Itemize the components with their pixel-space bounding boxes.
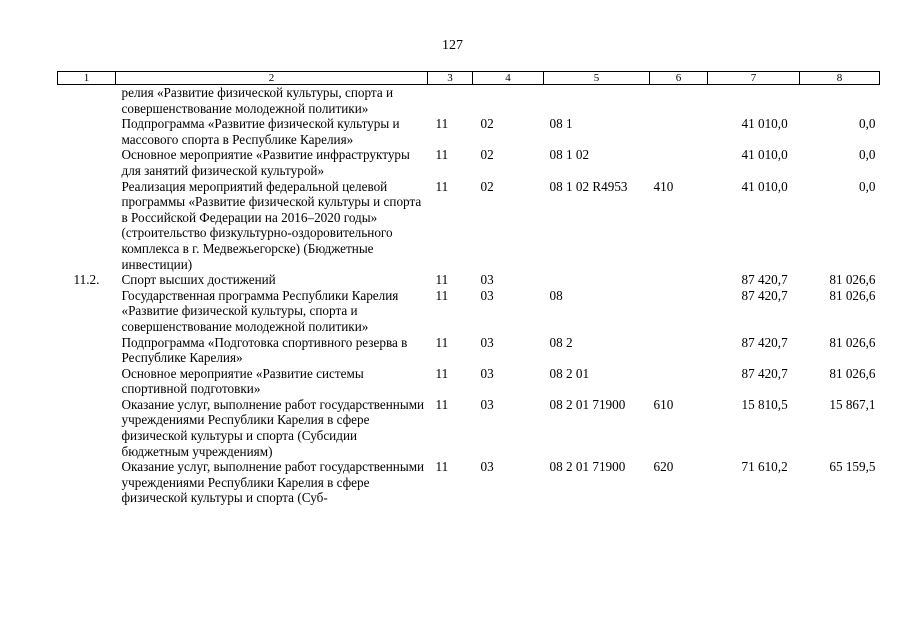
- page-number: 127: [442, 38, 463, 53]
- table-cell: [58, 288, 116, 335]
- table-row: [58, 179, 880, 273]
- table-cell: 410: [653, 178, 674, 194]
- table-row: [58, 397, 880, 459]
- table-cell: 08 2 01: [549, 365, 590, 381]
- table-cell: [428, 85, 473, 117]
- table-cell: Государственная программа Республики Карелия «Развитие физической культуры, спорта и совершенствование молодежной политики»: [121, 287, 399, 334]
- table-cell: 08 2: [549, 334, 573, 350]
- table-cell: 81 026,6: [829, 365, 876, 381]
- table-cell: [544, 272, 650, 288]
- table-cell: 81 026,6: [829, 287, 876, 303]
- table-cell: 08 2 01 71900: [549, 396, 626, 412]
- table-cell: Спорт высших достижений: [121, 272, 276, 288]
- column-header: 2: [116, 72, 428, 85]
- table-row: [58, 366, 880, 397]
- header-row: [58, 72, 880, 85]
- table-cell: 87 420,7: [741, 334, 788, 350]
- table-cell: 02: [480, 147, 494, 163]
- table-cell: Оказание услуг, выполнение работ государственными учреждениями Республики Карелия в сфере физической культуры и спорта (Суб-: [121, 459, 425, 506]
- table-cell: 03: [480, 365, 494, 381]
- table-cell: [800, 85, 880, 117]
- table-cell: 71 610,2: [741, 459, 788, 475]
- column-header: 7: [708, 72, 800, 85]
- table-cell: 08 2 01 71900: [549, 459, 626, 475]
- column-header: 1: [58, 72, 116, 85]
- column-header: 3: [428, 72, 473, 85]
- table-cell: Основное мероприятие «Развитие системы спортивной подготовки»: [121, 365, 364, 397]
- table-cell: [58, 179, 116, 273]
- table-header: [58, 72, 880, 85]
- table-cell: [650, 116, 708, 147]
- table-cell: 08 1 02 R4953: [549, 178, 628, 194]
- table-cell: 11: [435, 396, 449, 412]
- table-cell: Оказание услуг, выполнение работ государственными учреждениями Республики Карелия в сфере физической культуры и спорта (Субсидии бюджетным учреждениям): [121, 396, 425, 459]
- table-body: [58, 85, 880, 507]
- table-cell: [650, 288, 708, 335]
- table-cell: 87 420,7: [741, 287, 788, 303]
- table-cell: 11: [435, 459, 449, 475]
- table-cell: 65 159,5: [829, 459, 876, 475]
- table-cell: релия «Развитие физической культуры, спорта и совершенствование молодежной политики»: [121, 85, 394, 116]
- table-cell: [58, 459, 116, 506]
- table-cell: Основное мероприятие «Развитие инфраструктуры для занятий физической культурой»: [121, 147, 410, 178]
- table-cell: 11: [435, 272, 449, 288]
- table-cell: 11: [435, 116, 449, 132]
- table-cell: 11: [435, 365, 449, 381]
- table-cell: 87 420,7: [741, 365, 788, 381]
- table-cell: [58, 85, 116, 117]
- table-cell: [708, 85, 800, 117]
- table-cell: [544, 85, 650, 117]
- table-cell: 610: [653, 396, 674, 412]
- table-cell: 08 1: [549, 116, 573, 132]
- table-cell: 03: [480, 459, 494, 475]
- table-row: [58, 288, 880, 335]
- table-row: [58, 272, 880, 288]
- table-cell: [58, 397, 116, 459]
- table-cell: 81 026,6: [829, 272, 876, 288]
- table-cell: 0,0: [859, 116, 876, 132]
- table-cell: 03: [480, 334, 494, 350]
- table-cell: 11: [435, 178, 449, 194]
- table-row: [58, 335, 880, 366]
- table-cell: 87 420,7: [741, 272, 788, 288]
- table-cell: 11: [435, 147, 449, 163]
- table-row: [58, 147, 880, 178]
- table-cell: [58, 147, 116, 178]
- table-cell: 03: [480, 287, 494, 303]
- table-cell: Подпрограмма «Развитие физической культуры и массового спорта в Республике Карелия»: [121, 116, 400, 147]
- column-header: 6: [650, 72, 708, 85]
- table-row: [58, 459, 880, 506]
- table-cell: [473, 85, 544, 117]
- table-cell: Реализация мероприятий федеральной целевой программы «Развитие физической культуры и спорта в Российской Федерации на 2016–2020 годы» (строительство физкультурно-оздоровительного комплекса в г. Медвежьегорске) (Бюджетные инвестиции): [121, 178, 422, 272]
- table-cell: 0,0: [859, 147, 876, 163]
- table-cell: 08 1 02: [549, 147, 590, 163]
- column-header: 5: [544, 72, 650, 85]
- table-row: [58, 85, 880, 117]
- table-cell: [58, 116, 116, 147]
- table-cell: Подпрограмма «Подготовка спортивного резерва в Республике Карелия»: [121, 334, 408, 366]
- table-cell: [58, 335, 116, 366]
- table-cell: 0,0: [859, 178, 876, 194]
- table-cell: 02: [480, 116, 494, 132]
- table-cell: [650, 147, 708, 178]
- table-row: [58, 116, 880, 147]
- table-cell: 11: [435, 334, 449, 350]
- table-cell: 41 010,0: [741, 178, 788, 194]
- table-cell: 15 867,1: [829, 396, 876, 412]
- column-header: 8: [800, 72, 880, 85]
- table-cell: 02: [480, 178, 494, 194]
- table-cell: 03: [480, 272, 494, 288]
- table-cell: 15 810,5: [741, 396, 788, 412]
- budget-table: [57, 71, 880, 506]
- table-cell: 620: [653, 459, 674, 475]
- table-cell: 03: [480, 396, 494, 412]
- table-cell: 41 010,0: [741, 116, 788, 132]
- table-cell: [650, 366, 708, 397]
- table-cell: 11: [435, 287, 449, 303]
- table-cell: [650, 272, 708, 288]
- table-cell: [650, 335, 708, 366]
- table-cell: [650, 85, 708, 117]
- table-cell: 81 026,6: [829, 334, 876, 350]
- table-cell: [58, 366, 116, 397]
- table-cell: 08: [549, 287, 563, 303]
- table-cell: 11.2.: [73, 272, 100, 288]
- table-cell: 41 010,0: [741, 147, 788, 163]
- column-header: 4: [473, 72, 544, 85]
